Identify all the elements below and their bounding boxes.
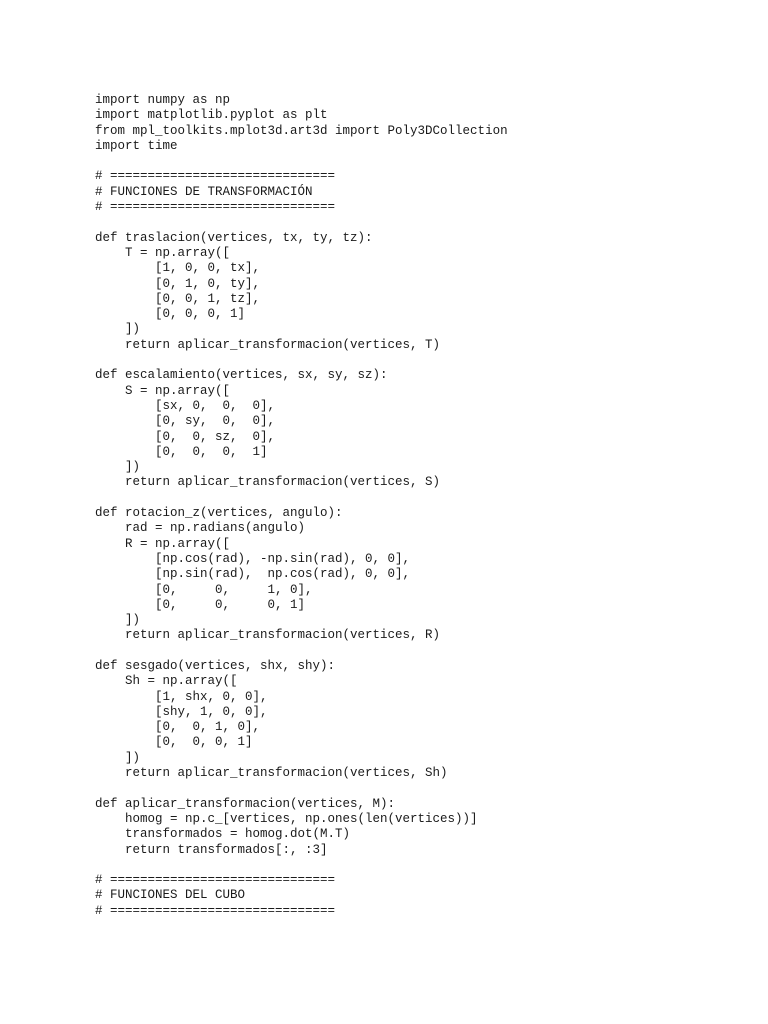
code-line [95, 215, 735, 230]
code-line: # FUNCIONES DEL CUBO [95, 888, 246, 903]
code-line: import matplotlib.pyplot as plt [95, 108, 328, 123]
code-line: [0, 1, 0, ty], [95, 276, 261, 291]
code-line: def sesgado(vertices, shx, shy): [95, 658, 336, 673]
code-line: import numpy as np [95, 93, 231, 107]
code-line: # ============================== [95, 903, 336, 918]
code-line: def aplicar_transformacion(vertices, M): [95, 796, 396, 811]
code-line: ]) [95, 460, 141, 475]
code-line: import time [95, 138, 178, 153]
code-line [95, 781, 735, 796]
code-line: transformados = homog.dot(M.T) [95, 827, 351, 842]
code-line: [0, 0, 1, 0], [95, 582, 313, 597]
code-line [95, 644, 735, 659]
code-line [95, 154, 735, 169]
code-line: return aplicar_transformacion(vertices, T) [95, 337, 441, 352]
code-line: [np.cos(rad), -np.sin(rad), 0, 0], [95, 551, 411, 566]
code-line: [1, shx, 0, 0], [95, 689, 268, 704]
code-line: ]) [95, 750, 141, 765]
code-line: [0, 0, 0, 1] [95, 444, 268, 459]
code-line: def rotacion_z(vertices, angulo): [95, 506, 343, 521]
code-line: [1, 0, 0, tx], [95, 261, 261, 276]
code-line: def traslacion(vertices, tx, ty, tz): [95, 230, 373, 245]
code-line: return aplicar_transformacion(vertices, S) [95, 475, 441, 490]
code-line: from mpl_toolkits.mplot3d.art3d import Poly3DCollection [95, 123, 508, 138]
code-block [95, 93, 735, 919]
code-line: homog = np.c_[vertices, np.ones(len(vertices))] [95, 811, 478, 826]
code-line: T = np.array([ [95, 245, 231, 260]
code-line: # FUNCIONES DE TRANSFORMACIÓN [95, 184, 313, 199]
code-line: # ============================== [95, 169, 336, 184]
code-line: [shy, 1, 0, 0], [95, 704, 268, 719]
code-line: R = np.array([ [95, 536, 231, 551]
code-line: [sx, 0, 0, 0], [95, 398, 276, 413]
code-line: [0, 0, 1, tz], [95, 291, 261, 306]
code-line [95, 858, 735, 873]
code-line [95, 491, 735, 506]
code-line: [0, 0, sz, 0], [95, 429, 276, 444]
code-line: # ============================== [95, 873, 336, 888]
code-line: [0, 0, 1, 0], [95, 720, 261, 735]
code-line: rad = np.radians(angulo) [95, 521, 306, 536]
code-line: Sh = np.array([ [95, 674, 238, 689]
code-line [95, 353, 735, 368]
code-line: ]) [95, 613, 141, 628]
code-line: ]) [95, 322, 141, 337]
code-line: return aplicar_transformacion(vertices, R) [95, 628, 441, 643]
code-line: return aplicar_transformacion(vertices, Sh) [95, 766, 448, 781]
code-line: # ============================== [95, 200, 336, 215]
code-line: [np.sin(rad), np.cos(rad), 0, 0], [95, 567, 411, 582]
code-line: return transformados[:, :3] [95, 842, 328, 857]
code-line: S = np.array([ [95, 383, 231, 398]
code-line: [0, 0, 0, 1] [95, 597, 306, 612]
code-line: def escalamiento(vertices, sx, sy, sz): [95, 368, 388, 383]
code-line: [0, 0, 0, 1] [95, 735, 253, 750]
code-line: [0, 0, 0, 1] [95, 307, 246, 322]
code-line: [0, sy, 0, 0], [95, 414, 276, 429]
